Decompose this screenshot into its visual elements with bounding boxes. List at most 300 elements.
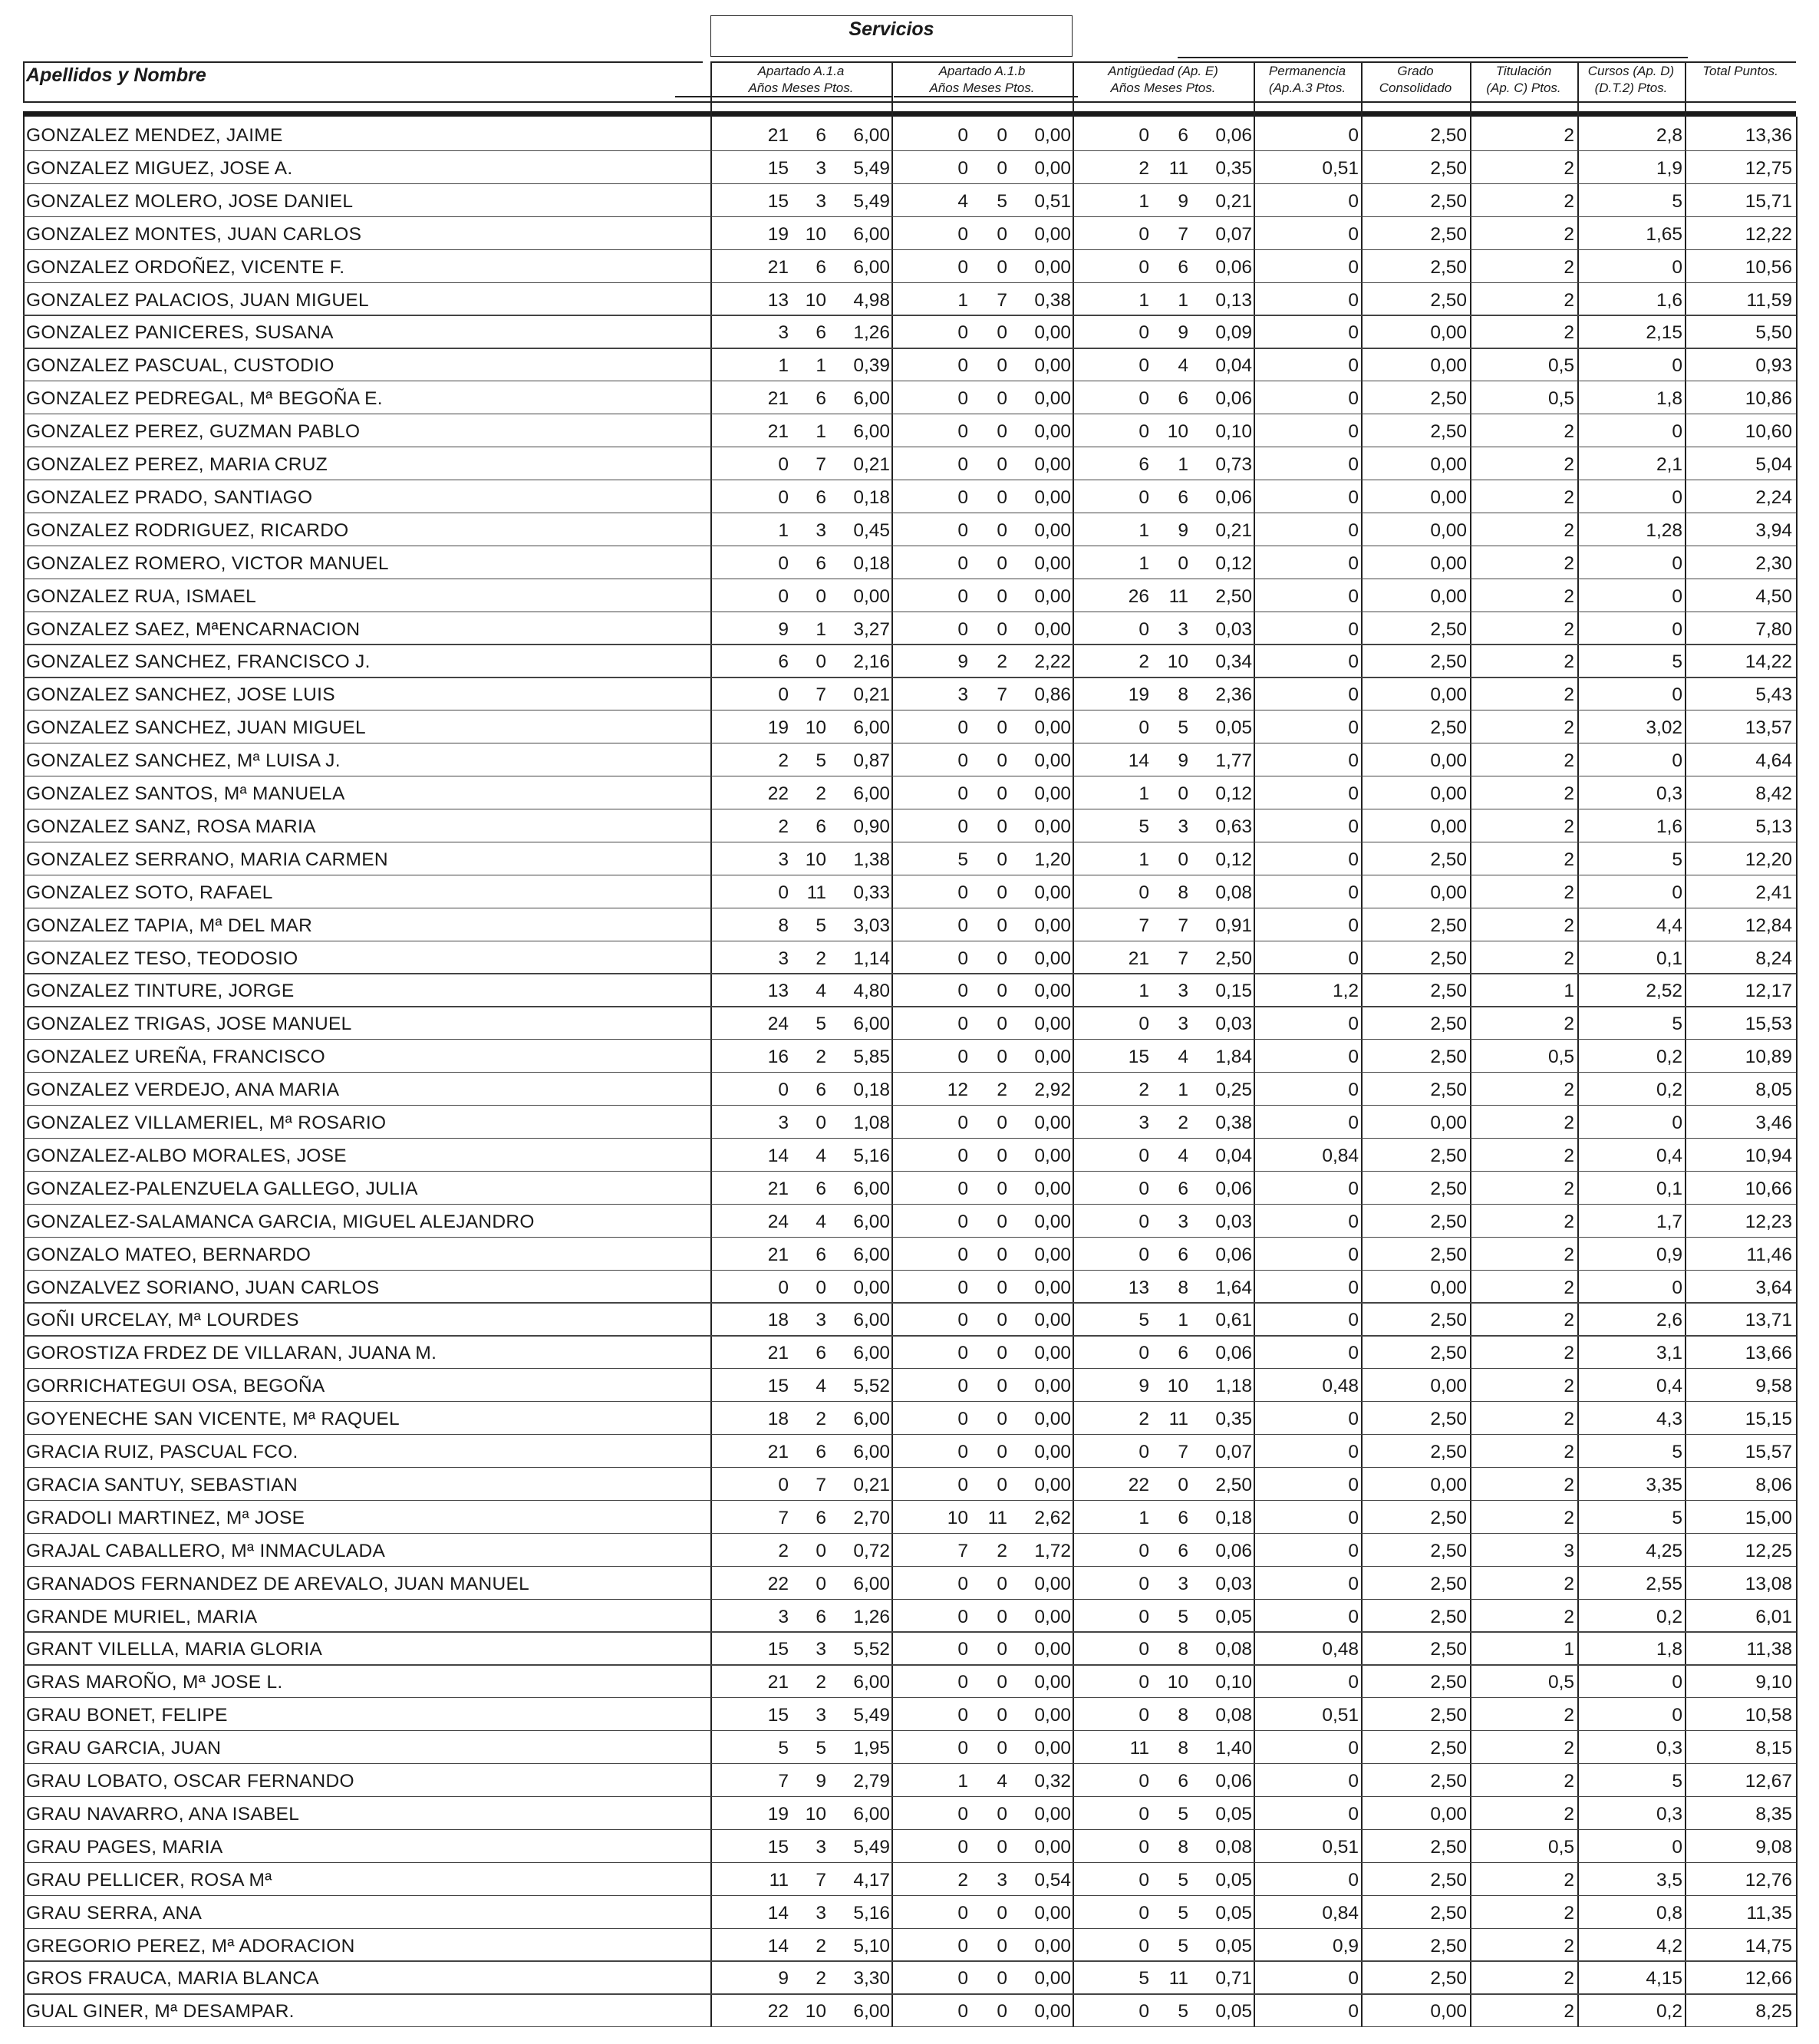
cell-a1b-months: 0 xyxy=(997,486,1007,508)
cell-antig-points: 0,08 xyxy=(1215,1705,1252,1726)
cell-a1b-months: 0 xyxy=(997,1409,1007,1430)
cell-permanencia: 0 xyxy=(1348,1178,1359,1199)
cell-antig-months: 9 xyxy=(1178,519,1188,541)
table-row xyxy=(23,348,1796,381)
cell-antig-points: 0,91 xyxy=(1215,915,1252,936)
cell-antig-years: 9 xyxy=(1139,1376,1149,1397)
cell-name: GRAU LOBATO, OSCAR FERNANDO xyxy=(26,1771,354,1792)
cell-a1b-months: 0 xyxy=(997,1606,1007,1627)
cell-grado: 2,50 xyxy=(1430,1902,1467,1924)
cell-name: GRAU SERRA, ANA xyxy=(26,1902,203,1924)
cell-a1a-years: 15 xyxy=(767,1705,789,1726)
cell-titulacion: 2 xyxy=(1564,783,1574,804)
table-row xyxy=(23,974,1796,1007)
cell-a1b-years: 0 xyxy=(957,355,968,377)
cell-antig-points: 0,05 xyxy=(1215,1606,1252,1627)
cell-name: GRANT VILELLA, MARIA GLORIA xyxy=(26,1639,323,1660)
cell-a1b-months: 0 xyxy=(997,125,1007,146)
cell-antig-months: 7 xyxy=(1178,1442,1188,1462)
cell-titulacion: 2 xyxy=(1564,1738,1574,1759)
cell-a1b-months: 7 xyxy=(997,289,1007,311)
cell-a1a-points: 5,16 xyxy=(853,1902,890,1924)
cell-name: GRAU PELLICER, ROSA Mª xyxy=(26,1869,272,1891)
cell-a1a-years: 24 xyxy=(767,1211,789,1232)
cell-cursos: 4,15 xyxy=(1646,1968,1682,1990)
row-divider xyxy=(23,2026,1796,2027)
cell-antig-months: 6 xyxy=(1178,256,1188,278)
cell-a1a-months: 7 xyxy=(816,1474,826,1495)
table-row xyxy=(23,776,1796,809)
cell-a1a-months: 10 xyxy=(805,717,826,739)
cell-a1a-years: 18 xyxy=(767,1409,789,1430)
column-headers xyxy=(0,63,1819,101)
cell-permanencia: 0 xyxy=(1348,618,1359,640)
cell-a1b-months: 4 xyxy=(997,1771,1007,1792)
header-bottom-line xyxy=(23,101,1796,103)
cell-grado: 0,00 xyxy=(1430,1803,1467,1825)
cell-a1a-years: 15 xyxy=(767,1376,789,1397)
cell-a1b-years: 0 xyxy=(957,1376,968,1397)
cell-a1a-years: 21 xyxy=(767,256,789,278)
cell-antig-months: 5 xyxy=(1178,1902,1188,1924)
cell-antig-years: 2 xyxy=(1139,157,1149,179)
cell-a1b-months: 0 xyxy=(997,421,1007,443)
cell-grado: 2,50 xyxy=(1430,1771,1467,1792)
cell-cursos: 0,2 xyxy=(1656,2001,1682,2023)
cell-antig-years: 0 xyxy=(1139,1869,1149,1891)
cell-total: 12,75 xyxy=(1745,157,1792,179)
cell-a1a-months: 10 xyxy=(805,2001,826,2023)
cell-antig-months: 10 xyxy=(1167,421,1188,443)
cell-name: GONZALEZ VERDEJO, ANA MARIA xyxy=(26,1080,340,1101)
cell-name: GRACIA SANTUY, SEBASTIAN xyxy=(26,1474,298,1495)
cell-total: 9,58 xyxy=(1755,1376,1792,1397)
cell-grado: 2,50 xyxy=(1430,125,1467,146)
cell-antig-months: 0 xyxy=(1178,552,1188,574)
cell-a1b-months: 0 xyxy=(997,1672,1007,1693)
cell-a1b-points: 0,00 xyxy=(1034,322,1071,344)
cell-a1a-months: 4 xyxy=(816,1376,826,1397)
table-row xyxy=(23,250,1796,283)
cell-titulacion: 2 xyxy=(1564,454,1574,475)
cell-a1a-points: 1,26 xyxy=(853,322,890,344)
cell-a1b-points: 0,00 xyxy=(1034,1277,1071,1298)
cell-a1a-months: 3 xyxy=(816,1639,826,1660)
cell-name: GONZALEZ SANCHEZ, Mª LUISA J. xyxy=(26,750,341,772)
cell-antig-points: 0,38 xyxy=(1215,1113,1252,1133)
cell-total: 15,57 xyxy=(1745,1442,1792,1462)
cell-name: GONZALEZ MIGUEZ, JOSE A. xyxy=(26,157,293,179)
cell-antig-points: 0,03 xyxy=(1215,1573,1252,1594)
cell-antig-points: 0,04 xyxy=(1215,1145,1252,1166)
cell-antig-points: 0,08 xyxy=(1215,882,1252,903)
cell-grado: 2,50 xyxy=(1430,1606,1467,1627)
cell-total: 8,42 xyxy=(1755,783,1792,804)
cell-a1a-years: 3 xyxy=(778,849,789,870)
cell-a1b-points: 0,00 xyxy=(1034,519,1071,541)
cell-a1b-years: 0 xyxy=(957,783,968,804)
col-header-apartado-a1a: Apartado A.1.a Años Meses Ptos. xyxy=(748,64,854,95)
cell-titulacion: 2 xyxy=(1564,1474,1574,1495)
cell-a1a-points: 6,00 xyxy=(853,1409,890,1430)
cell-name: GONZALEZ VILLAMERIEL, Mª ROSARIO xyxy=(26,1113,387,1133)
cell-antig-years: 0 xyxy=(1139,421,1149,443)
cell-antig-points: 0,61 xyxy=(1215,1310,1252,1331)
cell-name: GONZALEZ ROMERO, VICTOR MANUEL xyxy=(26,552,389,574)
cell-permanencia: 0 xyxy=(1348,1869,1359,1891)
cell-a1a-years: 0 xyxy=(778,882,789,903)
cell-a1b-years: 0 xyxy=(957,322,968,344)
cell-permanencia: 0 xyxy=(1348,1540,1359,1561)
cell-titulacion: 2 xyxy=(1564,1968,1574,1990)
cell-permanencia: 0 xyxy=(1348,388,1359,410)
cell-cursos: 0,9 xyxy=(1656,1244,1682,1265)
cell-a1b-points: 0,00 xyxy=(1034,1968,1071,1990)
cell-titulacion: 2 xyxy=(1564,1606,1574,1627)
cell-antig-points: 0,21 xyxy=(1215,190,1252,212)
cell-a1b-years: 0 xyxy=(957,1211,968,1232)
table-row xyxy=(23,1863,1796,1896)
cell-a1a-months: 6 xyxy=(816,1343,826,1364)
table-row xyxy=(23,1534,1796,1567)
cell-titulacion: 2 xyxy=(1564,1113,1574,1133)
cell-antig-years: 0 xyxy=(1139,1145,1149,1166)
cell-a1a-points: 5,49 xyxy=(853,1836,890,1858)
cell-a1b-points: 0,00 xyxy=(1034,1935,1071,1957)
cell-a1a-points: 5,49 xyxy=(853,1705,890,1726)
col-header-permanencia: Permanencia (Ap.A.3 Ptos. xyxy=(1268,64,1346,95)
cell-a1b-points: 0,00 xyxy=(1034,981,1071,1002)
cell-a1b-points: 0,00 xyxy=(1034,1474,1071,1495)
cell-a1a-months: 5 xyxy=(816,750,826,772)
cell-name: GONZALEZ SANZ, ROSA MARIA xyxy=(26,816,316,837)
cell-grado: 2,50 xyxy=(1430,1211,1467,1232)
cell-a1b-points: 0,00 xyxy=(1034,125,1071,146)
cell-total: 12,23 xyxy=(1745,1211,1792,1232)
cell-antig-points: 0,07 xyxy=(1215,1442,1252,1462)
cell-total: 2,41 xyxy=(1755,882,1792,903)
cell-a1a-months: 6 xyxy=(816,1507,826,1528)
cell-a1b-points: 0,51 xyxy=(1034,190,1071,212)
cell-a1a-months: 9 xyxy=(816,1771,826,1792)
table-row xyxy=(23,1007,1796,1040)
cell-a1a-years: 0 xyxy=(778,552,789,574)
cell-a1a-months: 11 xyxy=(806,882,826,903)
cell-a1a-months: 7 xyxy=(816,1869,826,1891)
cell-total: 10,66 xyxy=(1745,1178,1792,1199)
cell-a1a-years: 0 xyxy=(778,1474,789,1495)
cell-a1b-months: 0 xyxy=(997,157,1007,179)
cell-a1a-points: 2,16 xyxy=(853,651,890,673)
cell-a1b-months: 0 xyxy=(997,1211,1007,1232)
cell-grado: 2,50 xyxy=(1430,1080,1467,1101)
cell-grado: 2,50 xyxy=(1430,1738,1467,1759)
cell-grado: 2,50 xyxy=(1430,1869,1467,1891)
cell-name: GONZALEZ UREÑA, FRANCISCO xyxy=(26,1047,326,1068)
cell-cursos: 0 xyxy=(1672,750,1682,772)
cell-a1a-months: 2 xyxy=(816,1672,826,1693)
cell-permanencia: 0 xyxy=(1348,1310,1359,1331)
cell-antig-months: 6 xyxy=(1178,1178,1188,1199)
cell-antig-months: 8 xyxy=(1178,1277,1188,1298)
cell-a1b-months: 0 xyxy=(997,223,1007,245)
cell-a1b-years: 0 xyxy=(957,1178,968,1199)
cell-antig-months: 11 xyxy=(1168,1409,1188,1430)
cell-antig-points: 0,13 xyxy=(1215,289,1252,311)
cell-a1b-points: 0,00 xyxy=(1034,1442,1071,1462)
cell-grado: 2,50 xyxy=(1430,1705,1467,1726)
cell-cursos: 4,4 xyxy=(1656,915,1682,936)
cell-a1a-months: 4 xyxy=(816,981,826,1002)
cell-a1a-years: 14 xyxy=(767,1145,789,1166)
cell-titulacion: 2 xyxy=(1564,157,1574,179)
cell-a1b-years: 0 xyxy=(957,454,968,475)
cell-titulacion: 2 xyxy=(1564,882,1574,903)
cell-a1a-years: 15 xyxy=(767,157,789,179)
cell-titulacion: 2 xyxy=(1564,1771,1574,1792)
cell-a1a-months: 2 xyxy=(816,1409,826,1430)
cell-antig-months: 6 xyxy=(1178,486,1188,508)
cell-a1a-months: 1 xyxy=(816,618,826,640)
cell-a1b-years: 0 xyxy=(957,585,968,607)
table-row xyxy=(23,1665,1796,1698)
cell-total: 15,71 xyxy=(1745,190,1792,212)
cell-permanencia: 0 xyxy=(1348,486,1359,508)
cell-grado: 2,50 xyxy=(1430,915,1467,936)
cell-a1b-points: 0,00 xyxy=(1034,1738,1071,1759)
cell-a1b-points: 2,92 xyxy=(1034,1080,1071,1101)
cell-grado: 2,50 xyxy=(1430,190,1467,212)
cell-cursos: 1,7 xyxy=(1656,1211,1682,1232)
cell-permanencia: 0 xyxy=(1348,783,1359,804)
cell-a1a-months: 0 xyxy=(816,1113,826,1133)
cell-a1b-months: 0 xyxy=(997,717,1007,739)
cell-name: GONZALEZ TINTURE, JORGE xyxy=(26,981,295,1002)
cell-a1b-months: 0 xyxy=(997,1014,1007,1035)
cell-cursos: 0 xyxy=(1672,1672,1682,1693)
cell-permanencia: 0 xyxy=(1348,1738,1359,1759)
cell-a1b-months: 0 xyxy=(997,1047,1007,1068)
cell-total: 12,84 xyxy=(1745,915,1792,936)
cell-permanencia: 0 xyxy=(1348,519,1359,541)
table-row xyxy=(23,447,1796,480)
cell-a1a-points: 0,87 xyxy=(853,750,890,772)
table-row xyxy=(23,1172,1796,1205)
cell-a1a-points: 5,85 xyxy=(853,1047,890,1068)
cell-a1a-months: 6 xyxy=(816,388,826,410)
cell-permanencia: 0 xyxy=(1348,1244,1359,1265)
cell-a1a-years: 2 xyxy=(778,750,789,772)
cell-titulacion: 2 xyxy=(1564,1145,1574,1166)
table-row xyxy=(23,1468,1796,1501)
cell-a1a-years: 13 xyxy=(767,289,789,311)
cell-antig-years: 5 xyxy=(1139,1968,1149,1990)
cell-a1a-months: 7 xyxy=(816,684,826,706)
cell-antig-years: 0 xyxy=(1139,486,1149,508)
cell-permanencia: 0 xyxy=(1348,882,1359,903)
cell-total: 7,80 xyxy=(1755,618,1792,640)
cell-a1b-years: 0 xyxy=(957,882,968,903)
cell-grado: 2,50 xyxy=(1430,1244,1467,1265)
cell-antig-years: 1 xyxy=(1139,190,1149,212)
cell-antig-months: 7 xyxy=(1178,223,1188,245)
cell-antig-points: 1,77 xyxy=(1215,750,1252,772)
cell-a1a-months: 6 xyxy=(816,1244,826,1265)
cell-titulacion: 2 xyxy=(1564,1869,1574,1891)
cell-titulacion: 2 xyxy=(1564,289,1574,311)
cell-a1a-months: 1 xyxy=(816,355,826,377)
cell-a1a-years: 3 xyxy=(778,1606,789,1627)
cell-antig-points: 0,10 xyxy=(1215,421,1252,443)
cell-a1a-points: 0,18 xyxy=(853,552,890,574)
cell-a1b-years: 0 xyxy=(957,1902,968,1924)
cell-permanencia: 0,48 xyxy=(1322,1639,1359,1660)
cell-a1a-points: 5,16 xyxy=(853,1145,890,1166)
cell-cursos: 0 xyxy=(1672,486,1682,508)
cell-total: 6,01 xyxy=(1755,1606,1792,1627)
cell-name: GUAL GINER, Mª DESAMPAR. xyxy=(26,2001,295,2023)
cell-antig-points: 0,12 xyxy=(1215,552,1252,574)
cell-a1a-years: 19 xyxy=(767,223,789,245)
cell-antig-years: 0 xyxy=(1139,322,1149,344)
cell-a1b-months: 0 xyxy=(997,1803,1007,1825)
cell-name: GONZALEZ TAPIA, Mª DEL MAR xyxy=(26,915,313,936)
cell-a1a-years: 15 xyxy=(767,1639,789,1660)
cell-a1b-years: 0 xyxy=(957,948,968,969)
cell-titulacion: 2 xyxy=(1564,519,1574,541)
cell-name: GONZALEZ PALACIOS, JUAN MIGUEL xyxy=(26,289,369,311)
cell-grado: 2,50 xyxy=(1430,1573,1467,1594)
cell-cursos: 0 xyxy=(1672,1113,1682,1133)
cell-grado: 0,00 xyxy=(1430,1113,1467,1133)
cell-a1b-months: 0 xyxy=(997,355,1007,377)
cell-antig-years: 0 xyxy=(1139,1573,1149,1594)
cell-a1b-points: 0,00 xyxy=(1034,882,1071,903)
cell-a1a-years: 21 xyxy=(767,1244,789,1265)
cell-a1a-years: 0 xyxy=(778,1277,789,1298)
cell-a1b-months: 0 xyxy=(997,1277,1007,1298)
cell-a1b-months: 2 xyxy=(997,1540,1007,1561)
cell-antig-months: 6 xyxy=(1178,1343,1188,1364)
cell-titulacion: 0,5 xyxy=(1547,388,1574,410)
cell-antig-years: 1 xyxy=(1139,783,1149,804)
cell-a1b-months: 0 xyxy=(997,1935,1007,1957)
cell-cursos: 1,9 xyxy=(1656,157,1682,179)
table-row xyxy=(23,1435,1796,1468)
cell-a1a-years: 21 xyxy=(767,1343,789,1364)
cell-grado: 0,00 xyxy=(1430,1277,1467,1298)
cell-antig-points: 0,03 xyxy=(1215,1014,1252,1035)
cell-a1b-months: 3 xyxy=(997,1869,1007,1891)
cell-antig-months: 11 xyxy=(1168,1968,1188,1990)
cell-permanencia: 0 xyxy=(1348,1113,1359,1133)
cell-antig-months: 9 xyxy=(1178,190,1188,212)
cell-antig-months: 8 xyxy=(1178,1836,1188,1858)
cell-a1a-years: 21 xyxy=(767,1178,789,1199)
table-row xyxy=(23,1797,1796,1830)
table-row xyxy=(23,1106,1796,1139)
cell-a1b-points: 0,00 xyxy=(1034,486,1071,508)
cell-cursos: 0,1 xyxy=(1656,1178,1682,1199)
cell-permanencia: 0,48 xyxy=(1322,1376,1359,1397)
cell-a1b-points: 0,54 xyxy=(1034,1869,1071,1891)
cell-grado: 2,50 xyxy=(1430,1178,1467,1199)
cell-titulacion: 2 xyxy=(1564,1277,1574,1298)
cell-cursos: 1,8 xyxy=(1656,388,1682,410)
cell-grado: 2,50 xyxy=(1430,849,1467,870)
cell-permanencia: 0 xyxy=(1348,1803,1359,1825)
cell-antig-months: 9 xyxy=(1178,750,1188,772)
cell-antig-months: 3 xyxy=(1178,816,1188,837)
cell-antig-months: 3 xyxy=(1178,981,1188,1002)
cell-grado: 0,00 xyxy=(1430,454,1467,475)
cell-name: GONZALVEZ SORIANO, JUAN CARLOS xyxy=(26,1277,380,1298)
cell-name: GONZALEZ-SALAMANCA GARCIA, MIGUEL ALEJANDRO xyxy=(26,1211,535,1232)
cell-cursos: 3,02 xyxy=(1646,717,1682,739)
cell-a1b-years: 0 xyxy=(957,1014,968,1035)
cell-a1b-years: 0 xyxy=(957,2001,968,2023)
cell-antig-points: 2,50 xyxy=(1215,948,1252,969)
cell-a1a-points: 6,00 xyxy=(853,1672,890,1693)
cell-antig-months: 10 xyxy=(1167,1376,1188,1397)
table-row xyxy=(23,1698,1796,1731)
cell-antig-points: 0,06 xyxy=(1215,1244,1252,1265)
cell-a1a-years: 11 xyxy=(769,1869,789,1891)
cell-grado: 2,50 xyxy=(1430,1639,1467,1660)
cell-a1b-points: 0,00 xyxy=(1034,1902,1071,1924)
cell-a1b-years: 0 xyxy=(957,1836,968,1858)
cell-grado: 2,50 xyxy=(1430,1540,1467,1561)
cell-a1b-months: 0 xyxy=(997,1178,1007,1199)
cell-permanencia: 0 xyxy=(1348,1771,1359,1792)
cell-a1a-years: 19 xyxy=(767,1803,789,1825)
cell-a1a-points: 1,95 xyxy=(853,1738,890,1759)
cell-a1a-points: 6,00 xyxy=(853,717,890,739)
cell-a1a-points: 6,00 xyxy=(853,223,890,245)
cell-total: 11,59 xyxy=(1746,289,1792,311)
cell-antig-points: 0,35 xyxy=(1215,1409,1252,1430)
cell-total: 10,86 xyxy=(1745,388,1792,410)
cell-total: 11,35 xyxy=(1746,1902,1792,1924)
cell-cursos: 0 xyxy=(1672,618,1682,640)
table-row xyxy=(23,645,1796,677)
cell-antig-years: 0 xyxy=(1139,1771,1149,1792)
cell-a1a-months: 2 xyxy=(816,948,826,969)
table-row xyxy=(23,875,1796,908)
cell-a1a-years: 0 xyxy=(778,454,789,475)
cell-antig-years: 0 xyxy=(1139,882,1149,903)
cell-cursos: 1,6 xyxy=(1656,816,1682,837)
cell-a1a-months: 0 xyxy=(816,1540,826,1561)
cell-a1a-points: 6,00 xyxy=(853,1178,890,1199)
cell-titulacion: 2 xyxy=(1564,1409,1574,1430)
cell-a1a-months: 2 xyxy=(816,1968,826,1990)
cell-antig-points: 0,05 xyxy=(1215,1902,1252,1924)
cell-grado: 2,50 xyxy=(1430,717,1467,739)
cell-total: 5,43 xyxy=(1755,684,1792,706)
cell-titulacion: 2 xyxy=(1564,651,1574,673)
cell-antig-years: 0 xyxy=(1139,1803,1149,1825)
cell-a1b-years: 0 xyxy=(957,618,968,640)
table-row xyxy=(23,1764,1796,1797)
cell-permanencia: 0 xyxy=(1348,684,1359,706)
cell-name: GREGORIO PEREZ, Mª ADORACION xyxy=(26,1935,355,1957)
cell-antig-points: 2,50 xyxy=(1215,585,1252,607)
cell-a1a-years: 22 xyxy=(767,1573,789,1594)
cell-a1a-years: 9 xyxy=(778,618,789,640)
cell-a1b-points: 0,32 xyxy=(1034,1771,1071,1792)
cell-name: GONZALEZ SAEZ, MªENCARNACION xyxy=(26,618,361,640)
